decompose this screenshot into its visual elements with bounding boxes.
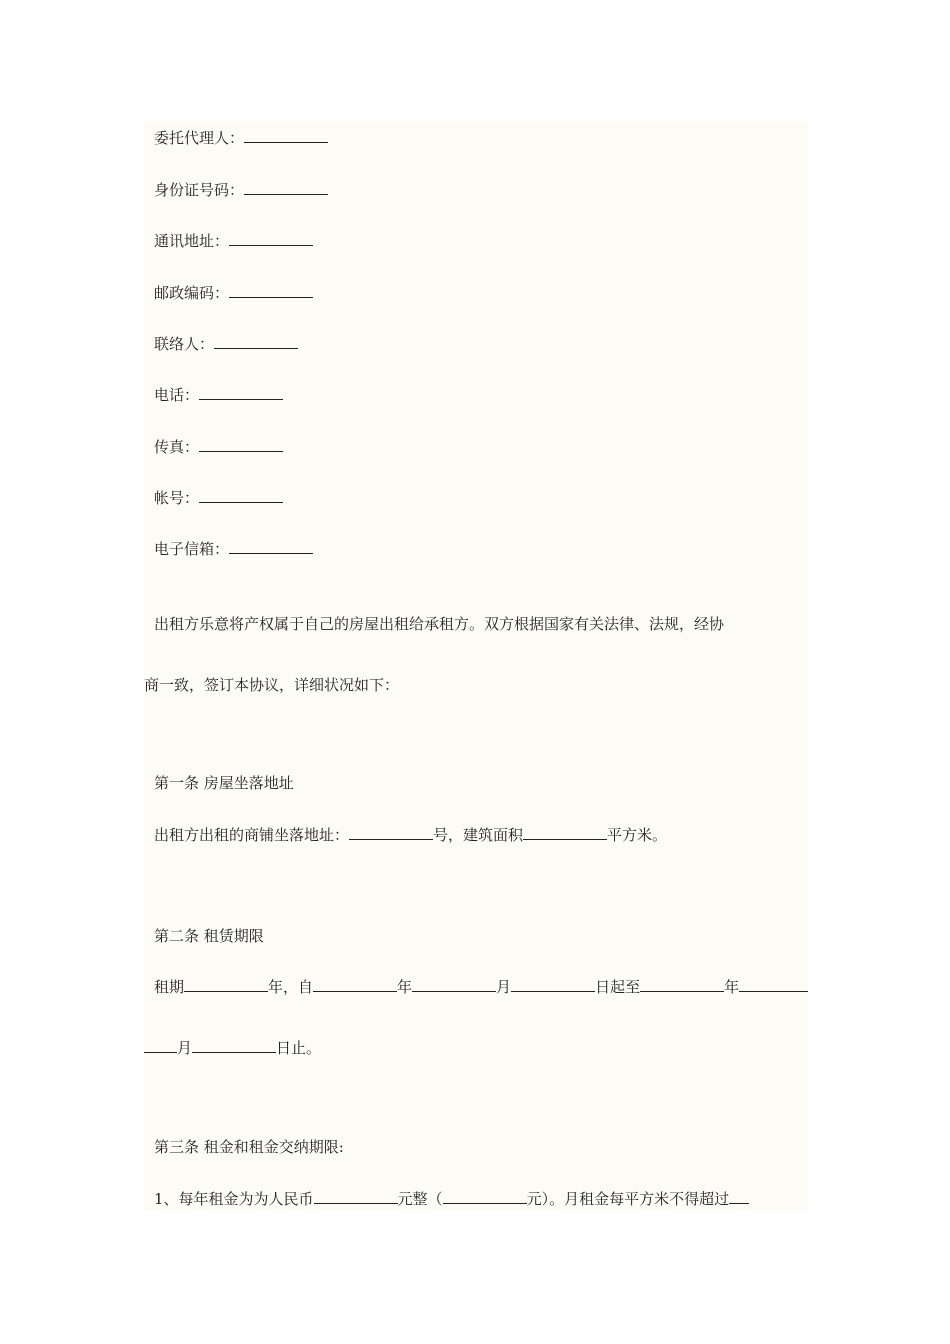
field-phone (154, 385, 283, 405)
article-2-body-line-2 (144, 1038, 321, 1058)
field-postcode (154, 283, 313, 303)
blank-line (523, 825, 607, 840)
blank-line (184, 977, 268, 992)
article-2-text: 月 (496, 978, 512, 996)
blank-line (192, 1038, 276, 1053)
blank-line (412, 977, 496, 992)
article-3-title: 第三条 租金和租金交纳期限: (154, 1138, 344, 1156)
blank-line (511, 977, 595, 992)
blank-line (443, 1189, 527, 1204)
blank-line (199, 488, 283, 503)
intro-line-1: 出租方乐意将产权属于自己的房屋出租给承租方。双方根据国家有关法律、法规，经协 (154, 615, 725, 633)
field-label: 帐号： (154, 489, 200, 507)
field-agent (154, 128, 328, 148)
field-contact (154, 334, 298, 354)
blank-line (729, 1189, 749, 1204)
intro-line-2: 商一致，签订本协议，详细状况如下： (144, 676, 400, 694)
field-label: 电话： (154, 386, 200, 404)
field-fax (154, 437, 283, 457)
blank-line (313, 977, 397, 992)
field-label: 身份证号码： (154, 181, 245, 199)
article-2-body-line-1 (154, 977, 808, 997)
article-3-item-1 (154, 1189, 808, 1209)
article-1-text: 号，建筑面积 (433, 826, 524, 844)
blank-line (739, 977, 808, 992)
article-2-title: 第二条 租赁期限 (154, 927, 264, 945)
blank-line (314, 1189, 398, 1204)
blank-line (199, 437, 283, 452)
article-2-text: 日起至 (595, 978, 641, 996)
field-label: 通讯地址： (154, 232, 230, 250)
field-account (154, 488, 283, 508)
field-label: 电子信箱： (154, 540, 230, 558)
field-label: 委托代理人： (154, 129, 245, 147)
article-1-text: 平方米。 (607, 826, 668, 844)
article-2-text: 月 (177, 1039, 193, 1057)
article-2-text: 租期 (154, 978, 185, 996)
article-2-text: 日止。 (276, 1039, 322, 1057)
field-label: 联络人： (154, 335, 215, 353)
article-1-body (154, 825, 667, 845)
blank-line (244, 180, 328, 195)
article-1-text: 出租方出租的商铺坐落地址： (154, 826, 350, 844)
blank-line (214, 334, 298, 349)
blank-line (144, 1038, 177, 1053)
blank-line (229, 231, 313, 246)
blank-line (244, 128, 328, 143)
article-2-text: 年 (397, 978, 413, 996)
article-2-text: 年，自 (268, 978, 314, 996)
article-3-text: 元）。月租金每平方米不得超过 (526, 1190, 730, 1208)
blank-line (229, 283, 313, 298)
field-id-number (154, 180, 328, 200)
article-2-text: 年 (724, 978, 740, 996)
blank-line (640, 977, 724, 992)
blank-line (199, 385, 283, 400)
article-3-text: 元整（ (397, 1190, 443, 1208)
blank-line (349, 825, 433, 840)
field-address (154, 231, 313, 251)
blank-line (229, 539, 313, 554)
field-email (154, 539, 313, 559)
article-1-title: 第一条 房屋坐落地址 (154, 774, 294, 792)
field-label: 传真： (154, 438, 200, 456)
field-label: 邮政编码： (154, 284, 230, 302)
article-3-text: 1、每年租金为为人民币 (154, 1190, 314, 1208)
